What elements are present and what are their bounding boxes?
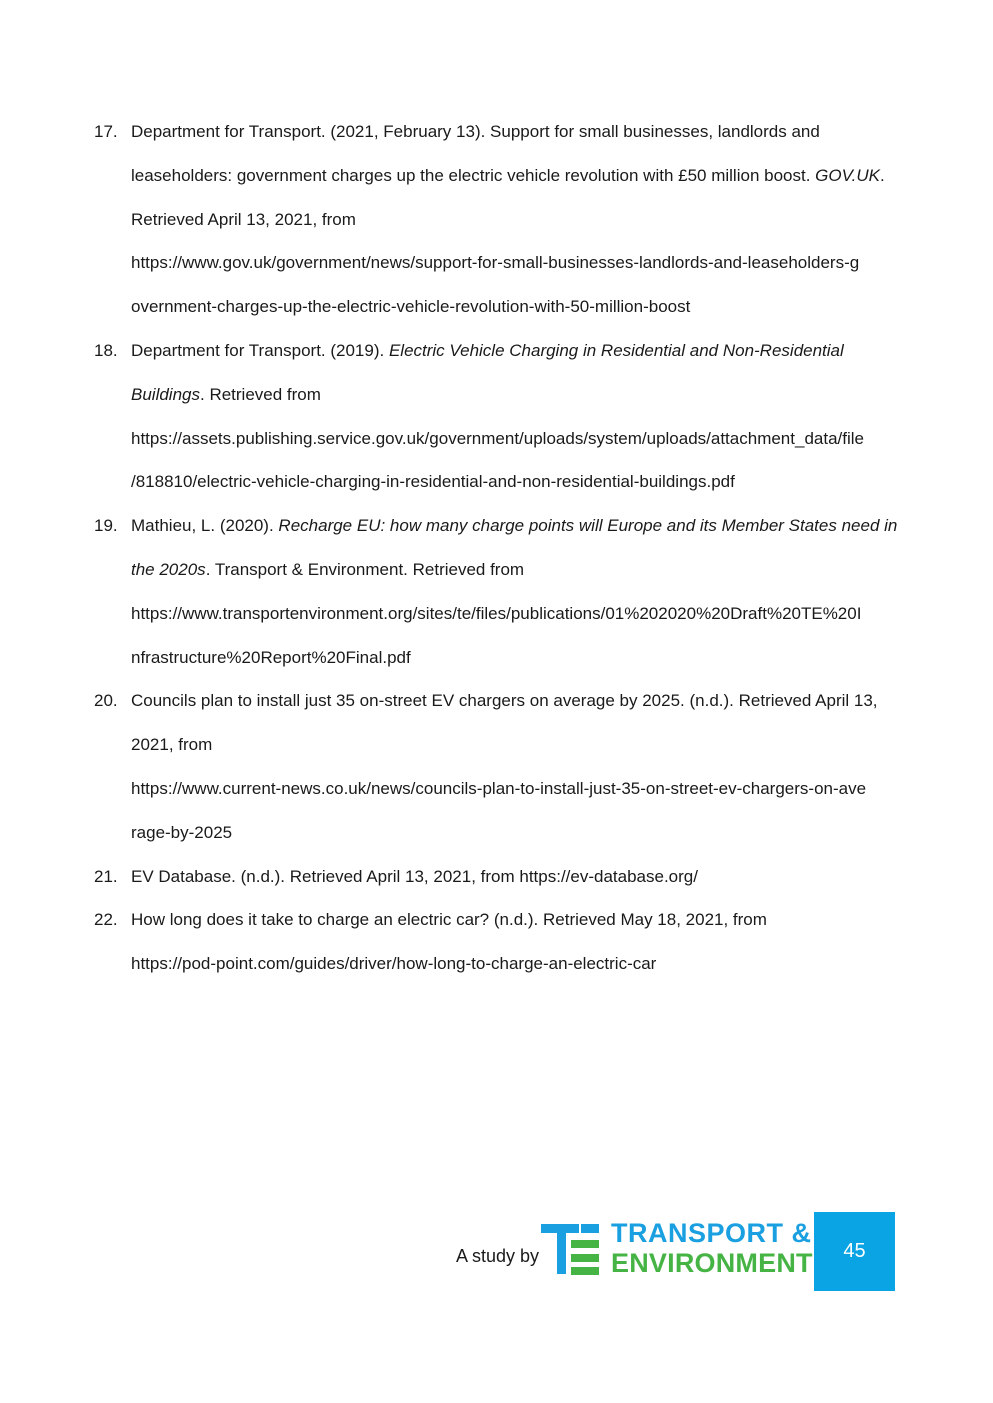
text-segment: Department for Transport. (2021, February 13). Support for small businesses, landlords and (131, 122, 820, 141)
brand-name-line2: ENVIRONMENT (611, 1248, 813, 1278)
text-segment: EV Database. (n.d.). Retrieved April 13, 2021, from https://ev-database.org/ (131, 866, 698, 886)
reference-line (131, 373, 904, 417)
text-segment: leaseholders: government charges up the electric vehicle revolution with £50 million boost. (131, 165, 816, 185)
text-segment: 2021, from (131, 735, 213, 755)
reference-line (131, 942, 904, 986)
text-segment: https://www.current-news.co.uk/news/councils-plan-to-install-just-35-on-street-ev-chargers-on-ave (131, 778, 867, 798)
reference-number: 20. (94, 691, 118, 711)
text-segment: https://pod-point.com/guides/driver/how-long-to-charge-an-electric-car (131, 954, 657, 974)
page-number: 45 (814, 1212, 895, 1291)
text-segment: Mathieu, L. (2020). (131, 516, 279, 536)
reference-line (131, 329, 904, 373)
reference-line (131, 723, 904, 767)
te-logo-icon (541, 1222, 601, 1278)
study-by-label: A study by (456, 1246, 540, 1266)
reference-text (131, 329, 904, 504)
reference-text (131, 504, 904, 679)
reference-number: 18. (94, 340, 118, 360)
text-segment: rage-by-2025 (131, 822, 233, 842)
reference-line (131, 198, 904, 242)
reference-line (131, 548, 904, 592)
reference-list (94, 110, 904, 986)
reference-line (131, 679, 904, 723)
reference-item (94, 679, 904, 854)
reference-line (131, 154, 904, 198)
text-segment: How long does it take to charge an electric car? (n.d.). Retrieved May 18, 2021, from (131, 910, 767, 930)
reference-item (94, 898, 904, 986)
reference-item (94, 110, 904, 329)
page-footer (0, 1212, 993, 1292)
reference-line (131, 898, 904, 942)
reference-line (131, 767, 904, 811)
text-segment: https://www.gov.uk/government/news/support-for-small-businesses-landlords-and-leaseholders-g (131, 253, 860, 273)
reference-item (94, 504, 904, 679)
reference-line (131, 636, 904, 680)
brand-name-line1: TRANSPORT & (611, 1218, 812, 1248)
text-segment: Retrieved April 13, 2021, from (131, 209, 356, 229)
reference-number: 22. (94, 910, 118, 930)
text-segment: https://assets.publishing.service.gov.uk/government/uploads/system/uploads/attachment_data/file (131, 428, 864, 448)
reference-item (94, 855, 904, 899)
reference-item (94, 329, 904, 504)
text-segment: overnment-charges-up-the-electric-vehicle-revolution-with-50-million-boost (131, 297, 691, 317)
text-segment: . (880, 165, 885, 185)
text-segment: . Transport & Environment. Retrieved from (205, 559, 525, 579)
text-segment: Councils plan to install just 35 on-street EV chargers on average by 2025. (n.d.). Retrieved April 13, (131, 691, 878, 711)
text-segment: https://www.transportenvironment.org/sites/te/files/publications/01%202020%20Draft%20TE%20I (131, 603, 862, 623)
reference-line (131, 592, 904, 636)
reference-text (131, 855, 904, 899)
text-segment: nfrastructure%20Report%20Final.pdf (131, 647, 411, 667)
text-segment: . Retrieved from (200, 384, 321, 404)
text-segment: Department for Transport. (2019). (131, 340, 389, 360)
reference-line (131, 504, 904, 548)
italic-title: GOV.UK (815, 165, 881, 185)
reference-line (131, 417, 904, 461)
text-segment: /818810/electric-vehicle-charging-in-residential-and-non-residential-buildings.pdf (131, 472, 735, 492)
italic-title: Electric Vehicle Charging in Residential and Non-Residential (388, 340, 844, 360)
reference-line (131, 855, 904, 899)
reference-line (131, 460, 904, 504)
reference-line (131, 241, 904, 285)
reference-line (131, 285, 904, 329)
reference-number: 21. (94, 866, 118, 886)
reference-line (131, 110, 904, 154)
italic-title: Recharge EU: how many charge points will Europe and its Member States need in (278, 516, 898, 536)
italic-title: Buildings (131, 384, 200, 404)
reference-number: 19. (94, 516, 118, 536)
reference-text (131, 679, 904, 854)
reference-text (131, 898, 904, 986)
reference-line (131, 811, 904, 855)
italic-title: the 2020s (131, 559, 206, 579)
reference-text (131, 110, 904, 329)
reference-number: 17. (94, 122, 118, 141)
